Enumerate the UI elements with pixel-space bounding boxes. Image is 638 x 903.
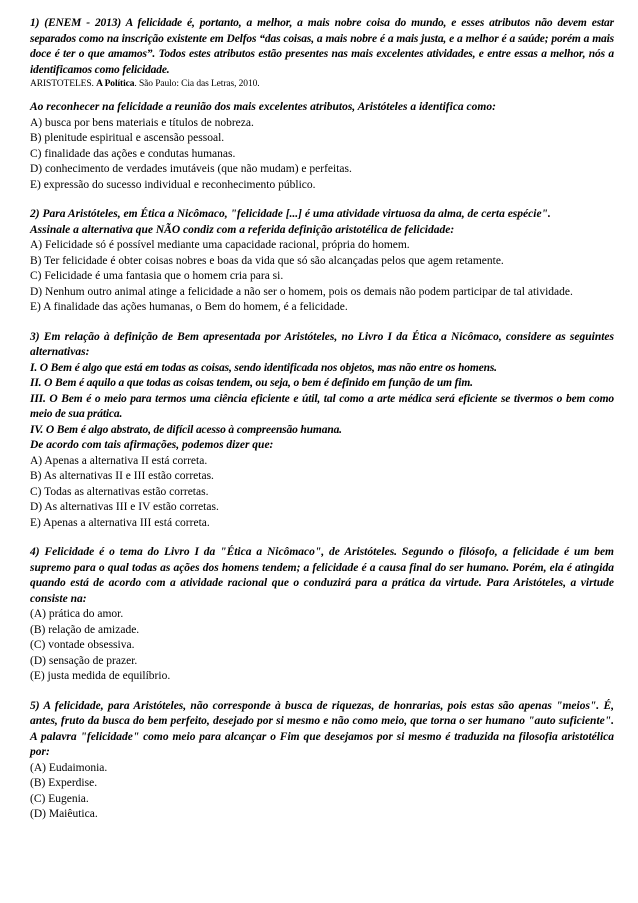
question-3-stem: 3) Em relação à definição de Bem apresentada por Aristóteles, no Livro I da Ética a Nicômaco, considere as seguintes alternativas:	[30, 330, 614, 358]
question-2	[30, 207, 614, 316]
option-5b[interactable]: (B) Experdise.	[30, 777, 98, 789]
question-2-prompt: Assinale a alternativa que NÃO condiz com a referida definição aristotélica de felicidade:	[30, 223, 455, 236]
option-4d[interactable]: (D) sensação de prazer.	[30, 654, 138, 667]
option-1b[interactable]: B) plenitude espiritual e ascensão pessoal.	[30, 132, 225, 144]
option-3e[interactable]: E) Apenas a alternativa III está correta.	[30, 516, 210, 529]
question-1-stem: 1) (ENEM - 2013) A felicidade é, portanto, a melhor, a mais nobre coisa do mundo, e esses atributos não devem estar separados como na inscrição existente em Delfos “das coisas, a mais nobre é a mais justa, e a melhor é a saúde; porém a mais doce é ter o que amamos”. Todos estes atributos estão presentes nas mais excelentes atividades, e entre essas a melhor, nós a identificamos como felicidade.	[30, 17, 614, 76]
source-title: A Política	[96, 79, 135, 89]
question-5	[30, 699, 614, 823]
option-5d[interactable]: (D) Maiêutica.	[30, 808, 98, 820]
option-5c[interactable]: (C) Eugenia.	[30, 792, 89, 805]
question-1-prompt: Ao reconhecer na felicidade a reunião dos mais excelentes atributos, Aristóteles a identifica como:	[30, 101, 496, 113]
option-5a[interactable]: (A) Eudaimonia.	[30, 761, 108, 774]
source-publisher: . São Paulo: Cia das Letras, 2010.	[134, 79, 260, 89]
question-4-stem: 4) Felicidade é o tema do Livro I da "Ética a Nicômaco", de Aristóteles. Segundo o filósofo, a felicidade é um bem supremo para o qual todas as ações dos homens tendem; a felicidade é a causa final do ser humano. Porém, ela é atingida quando está de acordo com a atividade racional que o conduzirá para a prática da virtude. Para Aristóteles, a virtude consiste na:	[30, 546, 614, 605]
source-author: ARISTOTELES.	[30, 79, 94, 89]
question-2-stem: 2) Para Aristóteles, em Ética a Nicômaco, "felicidade [...] é uma atividade virtuosa da alma, de certa espécie".	[30, 208, 551, 220]
question-1-source	[30, 78, 614, 90]
option-3a[interactable]: A) Apenas a alternativa II está correta.	[30, 454, 208, 467]
option-1a[interactable]: A) busca por bens materiais e títulos de nobreza.	[30, 116, 254, 129]
option-4c[interactable]: (C) vontade obsessiva.	[30, 639, 135, 651]
question-5-stem: 5) A felicidade, para Aristóteles, não corresponde à busca de riquezas, de honrarias, pois estas são apenas "meios". É, antes, fruto da busca do bem perfeito, desejado por si mesmo e não como meio, que torna o ser humano "auto suficiente". A palavra "felicidade" como meio para alcançar o Fim que desejamos por si mesmo é traduzida na filosofia aristotélica por:	[30, 699, 614, 758]
option-2a[interactable]: A) Felicidade só é possível mediante uma capacidade racional, própria do homem.	[30, 239, 410, 251]
option-3d[interactable]: D) As alternativas III e IV estão corretas.	[30, 501, 219, 513]
statement-iii: III. O Bem é o meio para termos uma ciência eficiente e útil, tal como a arte médica será eficiente se tivermos o bem como meio de sua prática.	[30, 392, 614, 420]
option-4b[interactable]: (B) relação de amizade.	[30, 623, 140, 636]
option-2b[interactable]: B) Ter felicidade é obter coisas nobres e boas da vida que só são alcançadas pelos que agem retamente.	[30, 254, 504, 267]
option-3c[interactable]: C) Todas as alternativas estão corretas.	[30, 485, 209, 498]
option-4e[interactable]: (E) justa medida de equilíbrio.	[30, 670, 171, 682]
option-2e[interactable]: E) A finalidade das ações humanas, o Bem do homem, é a felicidade.	[30, 301, 348, 313]
statement-iv: IV. O Bem é algo abstrato, de difícil acesso à compreensão humana.	[30, 423, 342, 436]
question-3	[30, 330, 614, 532]
option-1e[interactable]: E) expressão do sucesso individual e reconhecimento público.	[30, 178, 316, 191]
worksheet	[30, 16, 614, 837]
option-1c[interactable]: C) finalidade das ações e condutas humanas.	[30, 147, 236, 160]
option-2d[interactable]: D) Nenhum outro animal atinge a felicidade a não ser o homem, pois os demais não podem participar de tal atividade.	[30, 285, 573, 298]
statement-i: I. O Bem é algo que está em todas as coisas, sendo identificada nos objetos, mas não entre os homens.	[30, 361, 497, 374]
question-4	[30, 545, 614, 685]
question-3-prompt: De acordo com tais afirmações, podemos dizer que:	[30, 439, 274, 451]
option-1d[interactable]: D) conhecimento de verdades imutáveis (que não mudam) e perfeitas.	[30, 163, 352, 175]
option-2c[interactable]: C) Felicidade é uma fantasia que o homem cria para si.	[30, 270, 284, 282]
question-1	[30, 16, 614, 193]
option-4a[interactable]: (A) prática do amor.	[30, 608, 124, 620]
statement-ii: II. O Bem é aquilo a que todas as coisas tendem, ou seja, o bem é definido em função de um fim.	[30, 377, 473, 389]
option-3b[interactable]: B) As alternativas II e III estão corretas.	[30, 470, 214, 482]
